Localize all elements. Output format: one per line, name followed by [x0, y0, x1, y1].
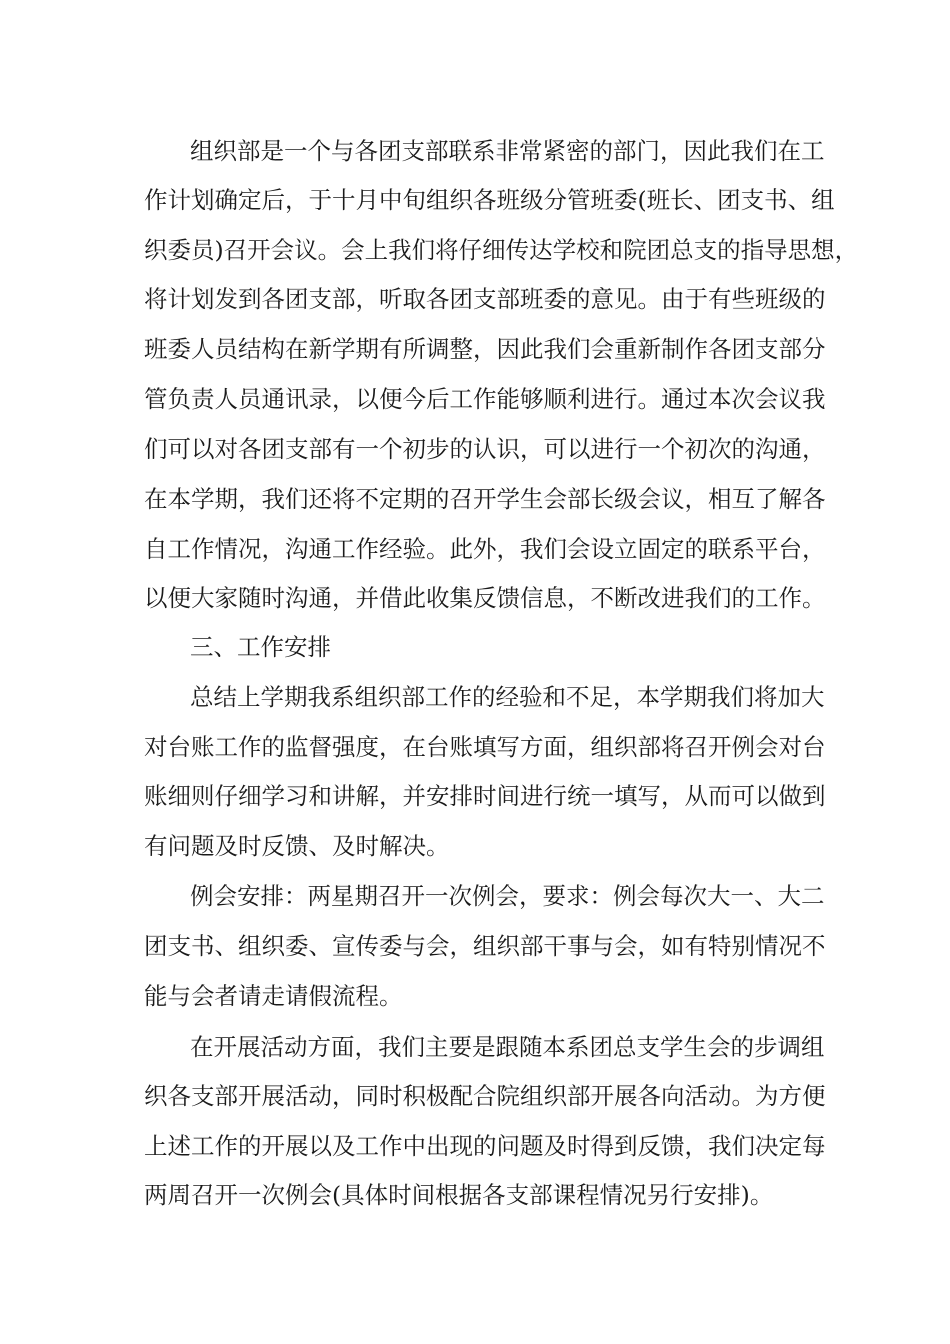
paragraph-4-line-4: 两周召开一次例会(具体时间根据各支部课程情况另行安排)。 — [144, 1181, 774, 1209]
paragraph-2-line-2: 对台账工作的监督强度，在台账填写方面，组织部将召开例会对台 — [144, 733, 826, 761]
paragraph-1-line-10: 以便大家随时沟通，并借此收集反馈信息，不断改进我们的工作。 — [144, 584, 826, 612]
paragraph-1-line-3: 织委员)召开会议。会上我们将仔细传达学校和院团总支的指导思想， — [144, 236, 859, 264]
paragraph-1-line-4: 将计划发到各团支部，听取各团支部班委的意见。由于有些班级的 — [144, 285, 826, 313]
paragraph-4-line-1: 在开展活动方面，我们主要是跟随本系团总支学生会的步调组 — [190, 1033, 825, 1061]
paragraph-1-line-2: 作计划确定后，于十月中旬组织各班级分管班委(班长、团支书、组 — [144, 186, 835, 214]
paragraph-2-line-4: 有问题及时反馈、及时解决。 — [144, 832, 450, 860]
paragraph-1-line-1: 组织部是一个与各团支部联系非常紧密的部门，因此我们在工 — [190, 137, 825, 165]
paragraph-2-line-1: 总结上学期我系组织部工作的经验和不足，本学期我们将加大 — [190, 683, 825, 711]
paragraph-1-line-7: 们可以对各团支部有一个初步的认识，可以进行一个初次的沟通， — [144, 435, 826, 463]
paragraph-4-line-3: 上述工作的开展以及工作中出现的问题及时得到反馈，我们决定每 — [144, 1132, 826, 1160]
paragraph-3-line-1: 例会安排：两星期召开一次例会，要求：例会每次大一、大二 — [190, 882, 825, 910]
paragraph-1-line-6: 管负责人员通讯录，以便今后工作能够顺利进行。通过本次会议我 — [144, 385, 826, 413]
paragraph-3-line-3: 能与会者请走请假流程。 — [144, 982, 403, 1010]
paragraph-4-line-2: 织各支部开展活动，同时积极配合院组织部开展各向活动。为方便 — [144, 1082, 826, 1110]
paragraph-3-line-2: 团支书、组织委、宣传委与会，组织部干事与会，如有特别情况不 — [144, 932, 826, 960]
paragraph-1-line-5: 班委人员结构在新学期有所调整，因此我们会重新制作各团支部分 — [144, 335, 826, 363]
paragraph-1-line-9: 自工作情况，沟通工作经验。此外，我们会设立固定的联系平台， — [144, 535, 826, 563]
section-heading: 三、工作安排 — [190, 633, 331, 661]
paragraph-2-line-3: 账细则仔细学习和讲解，并安排时间进行统一填写，从而可以做到 — [144, 782, 826, 810]
paragraph-1-line-8: 在本学期，我们还将不定期的召开学生会部长级会议，相互了解各 — [144, 485, 826, 513]
